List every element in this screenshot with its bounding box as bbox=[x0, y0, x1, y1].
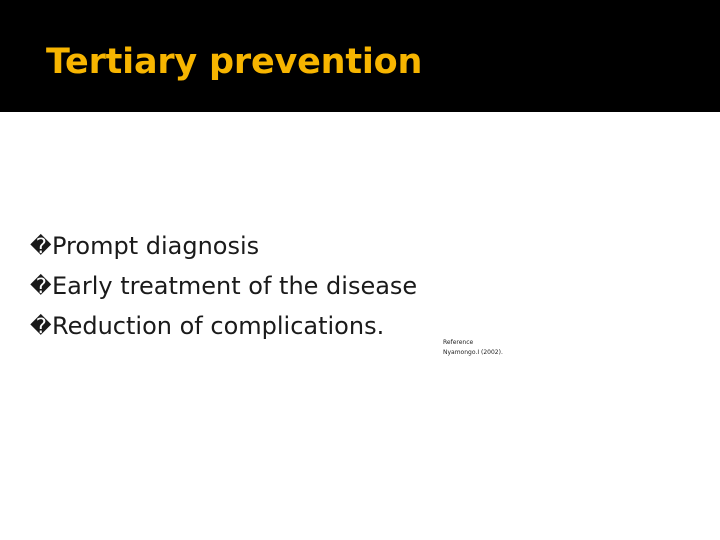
bullet-item bbox=[30, 226, 417, 266]
bullet-text: Reduction of complications. bbox=[52, 312, 385, 340]
bullet-list bbox=[30, 226, 417, 346]
bullet-item bbox=[30, 266, 417, 306]
bullet-item bbox=[30, 306, 417, 346]
reference-citation: Nyamongo.I (2002). bbox=[443, 349, 503, 356]
reference-note bbox=[443, 338, 503, 358]
bullet-icon: � bbox=[30, 234, 52, 258]
title-bar bbox=[0, 0, 720, 112]
bullet-icon: � bbox=[30, 314, 52, 338]
slide-title: Tertiary prevention bbox=[46, 42, 423, 82]
bullet-icon: � bbox=[30, 274, 52, 298]
bullet-text: Prompt diagnosis bbox=[52, 232, 260, 260]
bullet-text: Early treatment of the disease bbox=[52, 272, 418, 300]
reference-label: Reference bbox=[443, 339, 474, 346]
